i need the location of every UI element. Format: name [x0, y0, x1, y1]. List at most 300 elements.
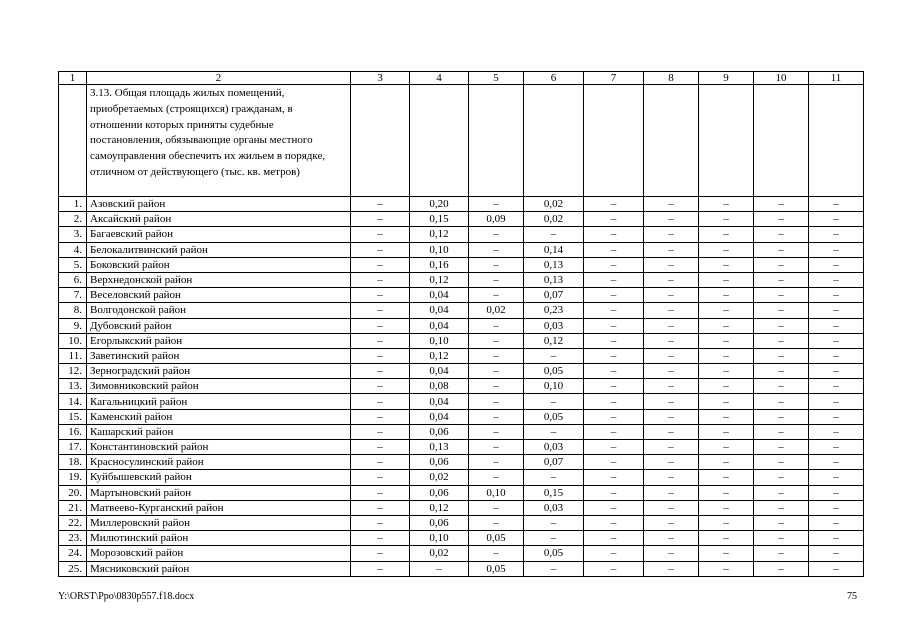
value-cell: – [644, 485, 699, 500]
value-cell: 0,02 [524, 212, 584, 227]
value-cell: – [644, 333, 699, 348]
value-cell: – [584, 288, 644, 303]
table-row [59, 531, 864, 546]
district-name: Кагальницкий район [87, 394, 351, 409]
value-cell: – [584, 197, 644, 212]
value-cell: – [584, 348, 644, 363]
value-cell: – [351, 455, 410, 470]
value-cell: 0,05 [469, 531, 524, 546]
table-row [59, 348, 864, 363]
value-cell: – [644, 515, 699, 530]
value-cell: – [584, 424, 644, 439]
value-cell: – [754, 379, 809, 394]
district-name: Зерноградский район [87, 364, 351, 379]
value-cell: – [644, 212, 699, 227]
value-cell: – [699, 485, 754, 500]
value-cell: – [584, 531, 644, 546]
value-cell: – [524, 470, 584, 485]
value-cell: – [809, 379, 864, 394]
row-number: 15. [59, 409, 87, 424]
value-cell: – [809, 333, 864, 348]
header-cell: 9 [699, 72, 754, 85]
value-cell: – [469, 227, 524, 242]
value-cell: – [809, 561, 864, 576]
value-cell: 0,13 [524, 272, 584, 287]
row-number: 25. [59, 561, 87, 576]
district-name: Верхнедонской район [87, 272, 351, 287]
value-cell: – [351, 485, 410, 500]
value-cell: – [469, 242, 524, 257]
header-cell: 4 [410, 72, 469, 85]
value-cell: – [584, 515, 644, 530]
value-cell: – [469, 394, 524, 409]
value-cell: – [699, 242, 754, 257]
value-cell: – [754, 227, 809, 242]
value-cell: – [809, 485, 864, 500]
header-cell: 3 [351, 72, 410, 85]
value-cell: – [754, 531, 809, 546]
value-cell: 0,10 [410, 242, 469, 257]
row-number: 7. [59, 288, 87, 303]
value-cell: – [469, 455, 524, 470]
value-cell: 0,04 [410, 303, 469, 318]
row-number: 16. [59, 424, 87, 439]
value-cell: – [584, 318, 644, 333]
value-cell: – [524, 227, 584, 242]
value-cell: – [699, 561, 754, 576]
value-cell: – [699, 212, 754, 227]
section-title: 3.13. Общая площадь жилых помещений, приобретаемых (строящихся) гражданам, в отношении которых приняты судебные постановления, обязывающие органы местного самоуправления обеспечить их жильем в порядке, отличном от действующего (тыс. кв. метров) [87, 85, 351, 197]
value-cell: – [584, 440, 644, 455]
row-number: 14. [59, 394, 87, 409]
value-cell: 0,02 [410, 546, 469, 561]
value-cell: – [809, 288, 864, 303]
table-row [59, 227, 864, 242]
value-cell: – [410, 561, 469, 576]
value-cell: – [351, 531, 410, 546]
value-cell: – [351, 197, 410, 212]
value-cell: – [754, 197, 809, 212]
header-cell: 10 [754, 72, 809, 85]
value-cell: 0,06 [410, 424, 469, 439]
value-cell: – [351, 303, 410, 318]
value-cell: 0,20 [410, 197, 469, 212]
district-name: Заветинский район [87, 348, 351, 363]
header-row [59, 72, 864, 85]
value-cell: – [754, 455, 809, 470]
table-row [59, 515, 864, 530]
row-number: 13. [59, 379, 87, 394]
value-cell: – [699, 409, 754, 424]
value-cell: – [699, 348, 754, 363]
value-cell: – [754, 364, 809, 379]
value-cell: – [469, 500, 524, 515]
row-number: 11. [59, 348, 87, 363]
table-row [59, 455, 864, 470]
value-cell: – [351, 470, 410, 485]
value-cell: – [809, 500, 864, 515]
value-cell: 0,10 [469, 485, 524, 500]
value-cell: – [584, 303, 644, 318]
value-cell: – [699, 197, 754, 212]
value-cell: – [754, 470, 809, 485]
table-row [59, 440, 864, 455]
value-cell: – [809, 364, 864, 379]
value-cell: – [469, 364, 524, 379]
value-cell: – [351, 257, 410, 272]
value-cell: – [809, 303, 864, 318]
value-cell: – [644, 242, 699, 257]
value-cell: – [584, 561, 644, 576]
table-row [59, 318, 864, 333]
row-number: 3. [59, 227, 87, 242]
value-cell: – [644, 561, 699, 576]
value-cell: – [644, 409, 699, 424]
value-cell: 0,10 [410, 531, 469, 546]
value-cell: – [469, 348, 524, 363]
district-name: Волгодонской район [87, 303, 351, 318]
value-cell: 0,12 [410, 348, 469, 363]
header-cell: 8 [644, 72, 699, 85]
row-number: 12. [59, 364, 87, 379]
row-number: 19. [59, 470, 87, 485]
value-cell: – [754, 303, 809, 318]
district-name: Белокалитвинский район [87, 242, 351, 257]
district-name: Каменский район [87, 409, 351, 424]
district-name: Дубовский район [87, 318, 351, 333]
value-cell: – [699, 288, 754, 303]
value-cell: – [809, 227, 864, 242]
value-cell: – [524, 531, 584, 546]
value-cell: – [644, 500, 699, 515]
value-cell: 0,13 [410, 440, 469, 455]
value-cell: – [809, 546, 864, 561]
table-row [59, 379, 864, 394]
value-cell: – [809, 348, 864, 363]
value-cell: – [754, 212, 809, 227]
value-cell: – [351, 409, 410, 424]
table-row [59, 197, 864, 212]
table-row [59, 333, 864, 348]
value-cell: – [351, 440, 410, 455]
value-cell: – [469, 546, 524, 561]
value-cell: – [699, 318, 754, 333]
district-name: Аксайский район [87, 212, 351, 227]
value-cell: – [584, 333, 644, 348]
value-cell: – [644, 197, 699, 212]
table-row [59, 394, 864, 409]
value-cell: – [524, 515, 584, 530]
district-name: Кашарский район [87, 424, 351, 439]
value-cell: 0,10 [524, 379, 584, 394]
value-cell: – [584, 455, 644, 470]
table-row [59, 288, 864, 303]
district-name: Егорлыкский район [87, 333, 351, 348]
value-cell: 0,15 [524, 485, 584, 500]
value-cell: – [809, 470, 864, 485]
value-cell: 0,14 [524, 242, 584, 257]
value-cell: – [809, 515, 864, 530]
data-table [58, 71, 864, 577]
row-number: 5. [59, 257, 87, 272]
value-cell: – [754, 424, 809, 439]
value-cell: 0,10 [410, 333, 469, 348]
value-cell: – [699, 379, 754, 394]
table-row [59, 212, 864, 227]
row-number: 21. [59, 500, 87, 515]
value-cell: 0,06 [410, 515, 469, 530]
header-cell: 11 [809, 72, 864, 85]
value-cell: 0,07 [524, 288, 584, 303]
value-cell: – [469, 379, 524, 394]
value-cell: 0,04 [410, 364, 469, 379]
value-cell: – [351, 333, 410, 348]
section-title-row [59, 85, 864, 197]
value-cell: – [644, 531, 699, 546]
value-cell: – [351, 379, 410, 394]
value-cell: – [584, 364, 644, 379]
value-cell: – [644, 318, 699, 333]
value-cell: – [524, 348, 584, 363]
value-cell: – [754, 515, 809, 530]
value-cell: – [754, 409, 809, 424]
value-cell: – [584, 227, 644, 242]
table-row [59, 242, 864, 257]
value-cell: 0,12 [410, 500, 469, 515]
district-name: Матвеево-Курганский район [87, 500, 351, 515]
district-name: Веселовский район [87, 288, 351, 303]
value-cell: – [699, 470, 754, 485]
value-cell: – [469, 333, 524, 348]
table-row [59, 561, 864, 576]
value-cell: – [644, 546, 699, 561]
value-cell: – [351, 318, 410, 333]
value-cell: – [469, 257, 524, 272]
value-cell: 0,09 [469, 212, 524, 227]
row-number: 22. [59, 515, 87, 530]
value-cell: – [469, 515, 524, 530]
value-cell: – [644, 364, 699, 379]
value-cell: – [699, 303, 754, 318]
row-number: 4. [59, 242, 87, 257]
row-number: 18. [59, 455, 87, 470]
value-cell: 0,04 [410, 394, 469, 409]
value-cell: – [469, 197, 524, 212]
value-cell: – [469, 440, 524, 455]
district-name: Мясниковский район [87, 561, 351, 576]
value-cell: – [469, 318, 524, 333]
table-row [59, 424, 864, 439]
value-cell: 0,05 [524, 546, 584, 561]
value-cell: – [351, 272, 410, 287]
value-cell: – [351, 212, 410, 227]
table-row [59, 546, 864, 561]
district-name: Зимовниковский район [87, 379, 351, 394]
value-cell: – [754, 288, 809, 303]
value-cell: – [584, 546, 644, 561]
value-cell: – [644, 470, 699, 485]
value-cell: 0,04 [410, 288, 469, 303]
row-number: 10. [59, 333, 87, 348]
value-cell: – [699, 500, 754, 515]
value-cell: – [809, 212, 864, 227]
table-row [59, 303, 864, 318]
value-cell: – [351, 242, 410, 257]
value-cell: – [699, 257, 754, 272]
value-cell: – [754, 561, 809, 576]
row-number: 6. [59, 272, 87, 287]
value-cell: – [699, 455, 754, 470]
value-cell: – [754, 500, 809, 515]
value-cell: – [809, 197, 864, 212]
district-name: Морозовский район [87, 546, 351, 561]
value-cell: – [524, 424, 584, 439]
value-cell: – [754, 394, 809, 409]
value-cell: – [351, 515, 410, 530]
value-cell: 0,05 [524, 364, 584, 379]
header-cell: 6 [524, 72, 584, 85]
value-cell: – [754, 546, 809, 561]
value-cell: – [351, 288, 410, 303]
value-cell: 0,05 [469, 561, 524, 576]
value-cell: 0,15 [410, 212, 469, 227]
header-cell: 7 [584, 72, 644, 85]
value-cell: – [351, 500, 410, 515]
value-cell: – [469, 470, 524, 485]
row-number: 1. [59, 197, 87, 212]
table-row [59, 500, 864, 515]
value-cell: – [644, 424, 699, 439]
table-row [59, 257, 864, 272]
value-cell: – [754, 485, 809, 500]
value-cell: 0,08 [410, 379, 469, 394]
value-cell: – [351, 424, 410, 439]
value-cell: – [809, 424, 864, 439]
value-cell: – [754, 272, 809, 287]
value-cell: – [524, 561, 584, 576]
district-name: Боковский район [87, 257, 351, 272]
value-cell: – [351, 394, 410, 409]
header-cell: 1 [59, 72, 87, 85]
footer-page-number: 75 [847, 591, 857, 602]
value-cell: – [644, 455, 699, 470]
value-cell: 0,03 [524, 318, 584, 333]
value-cell: 0,04 [410, 318, 469, 333]
value-cell: – [644, 348, 699, 363]
value-cell: 0,05 [524, 409, 584, 424]
district-name: Багаевский район [87, 227, 351, 242]
value-cell: 0,12 [524, 333, 584, 348]
value-cell: 0,03 [524, 440, 584, 455]
value-cell: – [524, 394, 584, 409]
district-name: Мартыновский район [87, 485, 351, 500]
value-cell: 0,06 [410, 485, 469, 500]
value-cell: – [699, 333, 754, 348]
district-name: Константиновский район [87, 440, 351, 455]
value-cell: – [584, 242, 644, 257]
row-number: 9. [59, 318, 87, 333]
value-cell: – [351, 348, 410, 363]
value-cell: – [584, 379, 644, 394]
value-cell: 0,03 [524, 500, 584, 515]
value-cell: – [644, 379, 699, 394]
value-cell: 0,12 [410, 272, 469, 287]
value-cell: – [809, 318, 864, 333]
value-cell: – [754, 333, 809, 348]
value-cell: 0,06 [410, 455, 469, 470]
value-cell: – [351, 227, 410, 242]
value-cell: 0,04 [410, 409, 469, 424]
value-cell: – [754, 348, 809, 363]
value-cell: – [699, 515, 754, 530]
value-cell: – [699, 272, 754, 287]
value-cell: 0,07 [524, 455, 584, 470]
value-cell: – [584, 470, 644, 485]
header-cell: 5 [469, 72, 524, 85]
value-cell: 0,23 [524, 303, 584, 318]
value-cell: – [699, 531, 754, 546]
value-cell: – [644, 272, 699, 287]
value-cell: – [584, 485, 644, 500]
table-row [59, 272, 864, 287]
value-cell: – [644, 288, 699, 303]
value-cell: – [754, 440, 809, 455]
row-number: 20. [59, 485, 87, 500]
value-cell: – [699, 424, 754, 439]
district-name: Миллеровский район [87, 515, 351, 530]
value-cell: – [809, 272, 864, 287]
district-name: Красносулинский район [87, 455, 351, 470]
value-cell: – [809, 531, 864, 546]
value-cell: – [699, 440, 754, 455]
value-cell: – [754, 257, 809, 272]
table-row [59, 485, 864, 500]
value-cell: – [809, 394, 864, 409]
value-cell: – [469, 288, 524, 303]
value-cell: 0,16 [410, 257, 469, 272]
value-cell: – [584, 212, 644, 227]
row-number: 23. [59, 531, 87, 546]
value-cell: – [469, 409, 524, 424]
district-name: Азовский район [87, 197, 351, 212]
value-cell: – [584, 409, 644, 424]
value-cell: – [809, 242, 864, 257]
value-cell: – [469, 424, 524, 439]
value-cell: 0,02 [524, 197, 584, 212]
row-number: 24. [59, 546, 87, 561]
table-row [59, 409, 864, 424]
value-cell: – [469, 272, 524, 287]
value-cell: 0,02 [469, 303, 524, 318]
row-number: 8. [59, 303, 87, 318]
value-cell: – [644, 440, 699, 455]
value-cell: – [584, 500, 644, 515]
district-name: Куйбышевский район [87, 470, 351, 485]
row-number: 17. [59, 440, 87, 455]
value-cell: – [809, 455, 864, 470]
value-cell: – [351, 364, 410, 379]
footer-file-path: Y:\ORST\Ppo\0830p557.f18.docx [58, 591, 195, 602]
value-cell: – [644, 257, 699, 272]
value-cell: – [699, 364, 754, 379]
row-number: 2. [59, 212, 87, 227]
value-cell: – [699, 227, 754, 242]
value-cell: 0,12 [410, 227, 469, 242]
value-cell: – [809, 440, 864, 455]
value-cell: – [754, 318, 809, 333]
value-cell: – [809, 409, 864, 424]
value-cell: – [351, 561, 410, 576]
